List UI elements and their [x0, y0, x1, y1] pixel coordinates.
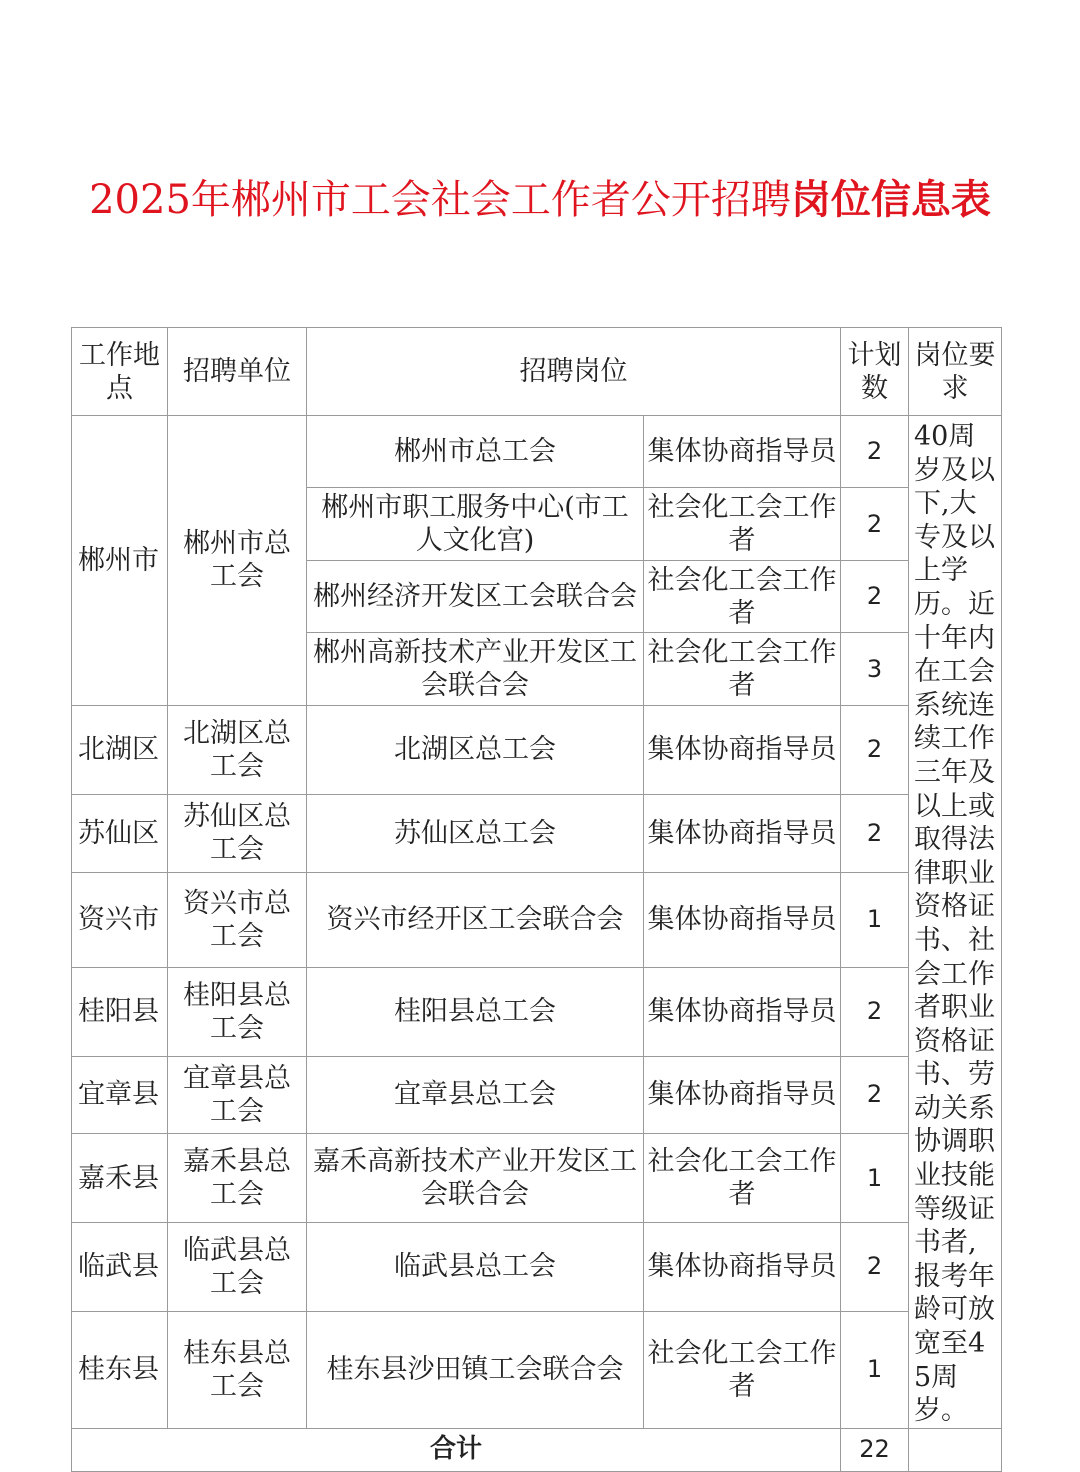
dept-cell: 郴州市总工会	[307, 416, 644, 488]
header-row	[72, 328, 1002, 416]
dept-cell: 郴州经济开发区工会联合会	[307, 560, 644, 632]
dept-cell: 苏仙区总工会	[307, 794, 644, 872]
count-cell: 2	[841, 1056, 909, 1134]
location-cell: 桂阳县	[72, 967, 168, 1056]
count-cell: 2	[841, 967, 909, 1056]
count-cell: 2	[841, 705, 909, 794]
requirement-cell: 40周岁及以下,大专及以上学历。近十年内在工会系统连续工作三年及以上或取得法律职业资格证书、社会工作者职业资格证书、劳动关系协调职业技能等级证书者,报考年龄可放宽至45周岁。	[909, 416, 1002, 1429]
table-row	[72, 1056, 1002, 1134]
unit-cell: 北湖区总工会	[168, 705, 307, 794]
post-cell: 集体协商指导员	[644, 1223, 841, 1312]
location-cell: 嘉禾县	[72, 1134, 168, 1223]
count-cell: 2	[841, 1223, 909, 1312]
count-cell: 2	[841, 794, 909, 872]
location-cell: 宜章县	[72, 1056, 168, 1134]
dept-cell: 宜章县总工会	[307, 1056, 644, 1134]
post-cell: 集体协商指导员	[644, 794, 841, 872]
dept-cell: 桂东县沙田镇工会联合会	[307, 1311, 644, 1428]
table-row	[72, 1223, 1002, 1312]
count-cell: 1	[841, 1134, 909, 1223]
title-bold: 岗位信息表	[790, 177, 991, 223]
header-count: 计划数	[841, 328, 909, 416]
location-cell: 苏仙区	[72, 794, 168, 872]
dept-cell: 临武县总工会	[307, 1223, 644, 1312]
dept-cell: 北湖区总工会	[307, 705, 644, 794]
table-row	[72, 705, 1002, 794]
unit-cell: 临武县总工会	[168, 1223, 307, 1312]
title-normal: 2025年郴州市工会社会工作者公开招聘	[89, 177, 791, 223]
total-empty-cell	[909, 1428, 1002, 1471]
unit-cell: 嘉禾县总工会	[168, 1134, 307, 1223]
post-cell: 社会化工会工作者	[644, 633, 841, 705]
unit-cell: 桂阳县总工会	[168, 967, 307, 1056]
count-cell: 2	[841, 488, 909, 560]
count-cell: 3	[841, 633, 909, 705]
unit-cell: 桂东县总工会	[168, 1311, 307, 1428]
count-cell: 2	[841, 416, 909, 488]
post-cell: 集体协商指导员	[644, 705, 841, 794]
header-unit: 招聘单位	[168, 328, 307, 416]
post-cell: 社会化工会工作者	[644, 560, 841, 632]
unit-cell: 资兴市总工会	[168, 872, 307, 967]
post-cell: 集体协商指导员	[644, 1056, 841, 1134]
count-cell: 1	[841, 1311, 909, 1428]
page-title	[0, 168, 1080, 225]
unit-cell: 宜章县总工会	[168, 1056, 307, 1134]
location-cell: 北湖区	[72, 705, 168, 794]
table-row	[72, 967, 1002, 1056]
table-row	[72, 416, 1002, 488]
header-requirement: 岗位要求	[909, 328, 1002, 416]
dept-cell: 资兴市经开区工会联合会	[307, 872, 644, 967]
post-cell: 集体协商指导员	[644, 416, 841, 488]
count-cell: 1	[841, 872, 909, 967]
post-cell: 社会化工会工作者	[644, 1134, 841, 1223]
post-cell: 社会化工会工作者	[644, 488, 841, 560]
header-post: 招聘岗位	[307, 328, 841, 416]
unit-cell: 苏仙区总工会	[168, 794, 307, 872]
location-cell: 郴州市	[72, 416, 168, 706]
post-cell: 集体协商指导员	[644, 872, 841, 967]
table-row	[72, 1311, 1002, 1428]
dept-cell: 郴州市职工服务中心(市工人文化宫)	[307, 488, 644, 560]
table-row	[72, 872, 1002, 967]
location-cell: 资兴市	[72, 872, 168, 967]
total-value: 22	[841, 1428, 909, 1471]
table-row	[72, 1134, 1002, 1223]
post-cell: 集体协商指导员	[644, 967, 841, 1056]
table-row	[72, 794, 1002, 872]
post-cell: 社会化工会工作者	[644, 1311, 841, 1428]
dept-cell: 桂阳县总工会	[307, 967, 644, 1056]
location-cell: 临武县	[72, 1223, 168, 1312]
positions-table	[71, 327, 1002, 1472]
unit-cell: 郴州市总工会	[168, 416, 307, 706]
count-cell: 2	[841, 560, 909, 632]
total-label: 合计	[72, 1428, 841, 1471]
header-location: 工作地点	[72, 328, 168, 416]
dept-cell: 嘉禾高新技术产业开发区工会联合会	[307, 1134, 644, 1223]
location-cell: 桂东县	[72, 1311, 168, 1428]
total-row	[72, 1428, 1002, 1471]
dept-cell: 郴州高新技术产业开发区工会联合会	[307, 633, 644, 705]
